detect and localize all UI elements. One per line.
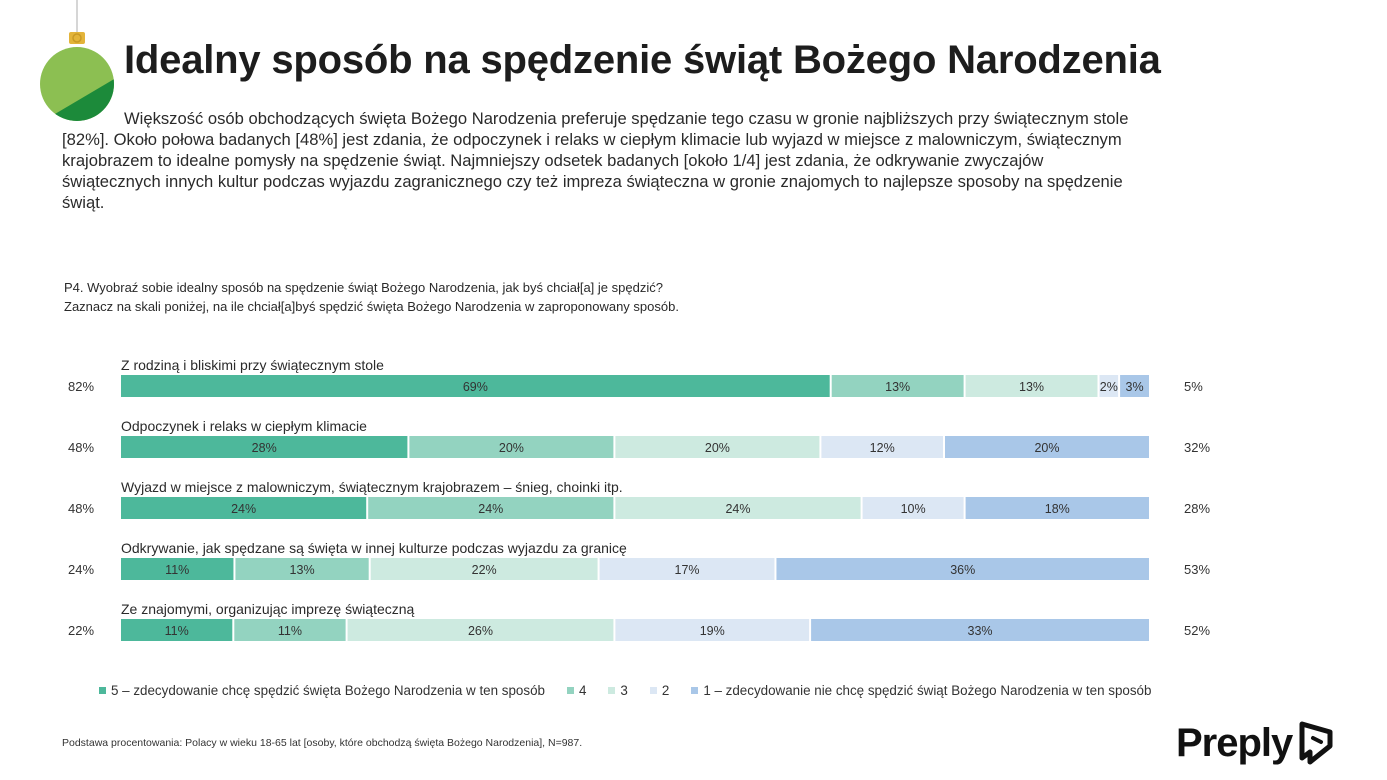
category-label: Odkrywanie, jak spędzane są święta w innej kulturze podczas wyjazdu za granicę xyxy=(121,540,627,556)
data-label: 69% xyxy=(462,380,488,394)
data-label: 28% xyxy=(251,441,277,455)
data-label: 26% xyxy=(467,624,494,638)
legend-label: 1 – zdecydowanie nie chcę spędzić świąt Bożego Narodzenia w ten sposób xyxy=(703,682,1152,698)
page-title: Idealny sposób na spędzenie świąt Bożego Narodzenia xyxy=(124,38,1161,82)
brand-name: Preply xyxy=(1176,720,1293,765)
data-label: 2% xyxy=(1099,380,1118,394)
question-line-1: P4. Wyobraź sobie idealny sposób na spędzenie świąt Bożego Narodzenia, jak byś chciał[a] je spędzić? xyxy=(64,280,663,295)
top2-total-label: 24% xyxy=(68,562,95,577)
data-label: 12% xyxy=(869,441,895,455)
data-label: 24% xyxy=(478,502,504,516)
data-label: 13% xyxy=(885,380,911,394)
data-label: 17% xyxy=(674,563,700,577)
top2-total-label: 48% xyxy=(68,501,95,516)
legend-item xyxy=(650,683,669,698)
data-label: 24% xyxy=(231,502,257,516)
data-label: 3% xyxy=(1125,380,1144,394)
top2-total-label: 48% xyxy=(68,440,95,455)
data-label: 10% xyxy=(900,502,926,516)
data-label: 22% xyxy=(471,563,497,577)
intro-paragraph: Większość osób obchodzących święta Bożego Narodzenia preferuje spędzanie tego czasu w gronie najbliższych przy świątecznym stole [82%]. Około połowa badanych [48%] jest zdania, że odpoczynek i relaks w ciepłym klimacie lub wyjazd w miejsce z malowniczym, świątecznym krajobrazem to idealne pomysły na spędzenie świąt. Najmniejszy odsetek badanych [około 1/4] jest zdania, że odkrywanie zwyczajów świątecznych innych kultur podczas wyjazdu zagranicznego czy też impreza świąteczna w gronie znajomych to najlepsze sposoby na spędzenie świąt. xyxy=(62,109,1129,212)
data-label: 33% xyxy=(967,624,993,638)
legend-swatch xyxy=(99,687,106,694)
data-label: 11% xyxy=(277,624,302,638)
data-label: 13% xyxy=(289,563,315,577)
legend-swatch xyxy=(608,687,615,694)
data-label: 19% xyxy=(699,624,725,638)
bottom2-total-label: 32% xyxy=(1184,440,1211,455)
legend-swatch xyxy=(650,687,657,694)
legend-item xyxy=(567,683,586,698)
data-label: 20% xyxy=(704,441,730,455)
bottom2-total-label: 5% xyxy=(1184,379,1203,394)
category-label: Odpoczynek i relaks w ciepłym klimacie xyxy=(121,418,367,434)
bottom2-total-label: 53% xyxy=(1184,562,1211,577)
top2-total-label: 82% xyxy=(68,379,95,394)
data-label: 36% xyxy=(950,563,976,577)
data-label: 18% xyxy=(1044,502,1070,516)
data-label: 20% xyxy=(498,441,524,455)
data-label: 11% xyxy=(164,624,189,638)
legend-swatch xyxy=(691,687,698,694)
data-label: 20% xyxy=(1034,441,1060,455)
question-line-2: Zaznacz na skali poniżej, na ile chciał[a]byś spędzić święta Bożego Narodzenia w zaproponowany sposób. xyxy=(64,299,679,314)
legend-item xyxy=(99,683,545,698)
top2-total-label: 22% xyxy=(68,623,95,638)
category-label: Wyjazd w miejsce z malowniczym, świątecznym krajobrazem – śnieg, choinki itp. xyxy=(121,479,623,495)
data-label: 11% xyxy=(165,563,190,577)
category-label: Ze znajomymi, organizując imprezę świąteczną xyxy=(121,601,415,617)
category-label: Z rodziną i bliskimi przy świątecznym stole xyxy=(121,357,384,373)
legend-label: 5 – zdecydowanie chcę spędzić święta Bożego Narodzenia w ten sposób xyxy=(111,682,545,698)
bottom2-total-label: 52% xyxy=(1184,623,1211,638)
data-label: 13% xyxy=(1019,380,1045,394)
legend-label: 4 xyxy=(578,682,587,698)
base-note: Podstawa procentowania: Polacy w wieku 18-65 lat [osoby, które obchodzą święta Bożego Narodzenia], N=987. xyxy=(62,737,583,749)
chart-legend xyxy=(99,680,1173,700)
legend-swatch xyxy=(567,687,574,694)
bottom2-total-label: 28% xyxy=(1184,501,1211,516)
data-label: 24% xyxy=(725,502,751,516)
legend-label: 2 xyxy=(661,682,670,698)
legend-item xyxy=(608,683,627,698)
preply-logo-icon xyxy=(1294,718,1338,768)
brand-logo xyxy=(1176,716,1338,770)
legend-label: 3 xyxy=(620,682,628,698)
legend-item xyxy=(691,683,1151,698)
